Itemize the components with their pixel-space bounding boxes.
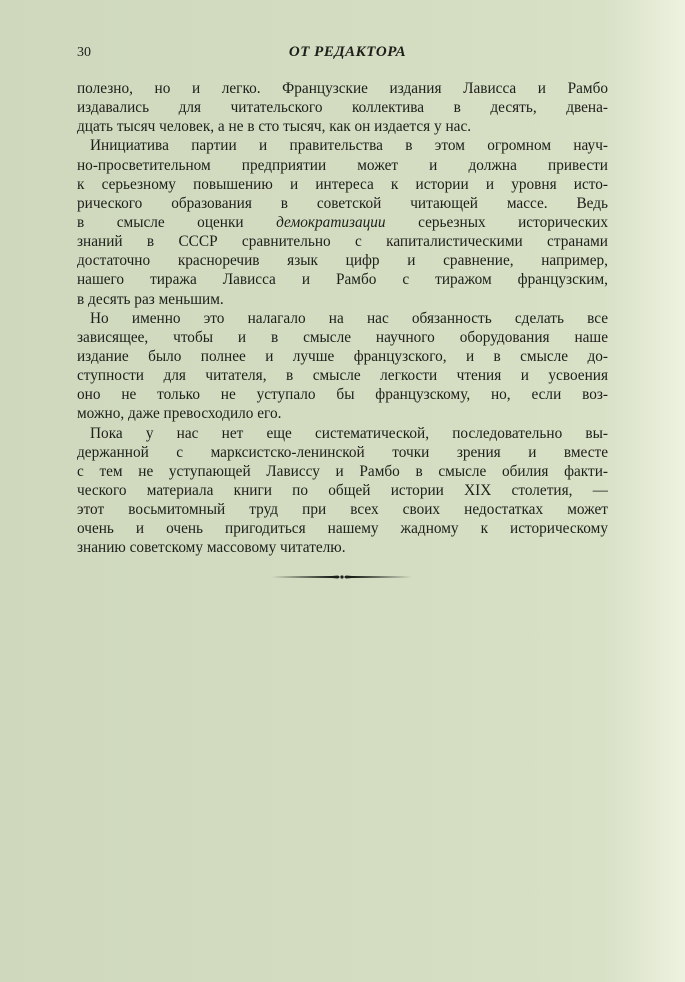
line-text: достаточно красноречив язык цифр и сравнение, например, bbox=[77, 252, 608, 270]
line-text: нашего тиража Лависса и Рамбо с тиражом французским, bbox=[77, 271, 608, 289]
line-text: в смысле оценки bbox=[77, 213, 277, 231]
line-text: этот восьмитомный труд при всех своих недостатках может bbox=[77, 501, 608, 519]
line-text: с тем не уступающей Лависсу и Рамбо в смысле обилия факти- bbox=[77, 462, 608, 480]
text-line bbox=[77, 328, 608, 347]
line-text: серьезных исторических bbox=[385, 213, 608, 231]
text-line bbox=[77, 500, 608, 519]
line-text: ступности для читателя, в смысле легкости чтения и усвоения bbox=[77, 367, 608, 385]
line-text: к серьезному повышению и интереса к истории и уровня исто- bbox=[77, 175, 608, 193]
text-line bbox=[77, 385, 608, 404]
text-line bbox=[77, 481, 608, 500]
text-line bbox=[77, 443, 608, 462]
text-line bbox=[77, 404, 608, 423]
text-line bbox=[77, 79, 608, 98]
text-line bbox=[77, 538, 608, 557]
line-text: зависящее, чтобы и в смысле научного оборудования наше bbox=[77, 328, 608, 346]
line-text: полезно, но и легко. Французские издания Лависса и Рамбо bbox=[77, 80, 608, 97]
text-line bbox=[77, 309, 608, 328]
emphasized-word: демократизации bbox=[276, 213, 386, 231]
text-line bbox=[77, 117, 608, 136]
line-text: дцать тысяч человек, а не в сто тысяч, как он издается у нас. bbox=[77, 118, 472, 136]
text-line bbox=[77, 175, 608, 194]
line-text: но-просветительном предприятии может и должна привести bbox=[77, 156, 608, 174]
text-line bbox=[77, 347, 608, 366]
line-text: держанной с марксистско-ленинской точки зрения и вместе bbox=[77, 443, 608, 461]
line-text: в десять раз меньшим. bbox=[77, 290, 224, 308]
text-line bbox=[77, 519, 608, 538]
line-text: Но именно это налагало на нас обязанность сделать все bbox=[90, 309, 608, 327]
line-text: издание было полнее и лучше французского, и в смысле до- bbox=[77, 347, 608, 365]
line-text: Пока у нас нет еще систематической, последовательно вы- bbox=[90, 424, 608, 442]
line-text: можно, даже превосходило его. bbox=[77, 405, 282, 423]
end-ornament bbox=[272, 575, 412, 579]
running-title: ОТ РЕДАКТОРА bbox=[288, 44, 407, 60]
text-line bbox=[77, 270, 608, 289]
text-line bbox=[77, 424, 608, 443]
text-line bbox=[77, 232, 608, 251]
line-text: знаний в СССР сравнительно с капиталистическими странами bbox=[77, 233, 608, 251]
line-text: знанию советскому массовому читателю. bbox=[77, 539, 346, 557]
line-text: ческого материала книги по общей истории XIX столетия, — bbox=[77, 481, 608, 499]
line-text: очень и очень пригодиться нашему жадному к историческому bbox=[77, 520, 608, 538]
text-line bbox=[77, 290, 608, 309]
text-line bbox=[77, 194, 608, 213]
text-line bbox=[77, 156, 608, 175]
text-line bbox=[77, 98, 608, 117]
line-text: оно не только не уступало бы французскому, но, если воз- bbox=[77, 386, 608, 404]
text-line bbox=[77, 251, 608, 270]
text-line bbox=[77, 462, 608, 481]
text-line bbox=[77, 366, 608, 385]
page-number: 30 bbox=[77, 45, 91, 60]
body-text bbox=[77, 79, 608, 558]
text-line bbox=[77, 213, 608, 232]
line-text: рического образования в советской читающей массе. Ведь bbox=[77, 194, 608, 212]
text-line bbox=[77, 136, 608, 155]
line-text: издавались для читательского коллектива в десять, двена- bbox=[77, 99, 608, 117]
line-text: Инициатива партии и правительства в этом огромном науч- bbox=[90, 137, 608, 155]
